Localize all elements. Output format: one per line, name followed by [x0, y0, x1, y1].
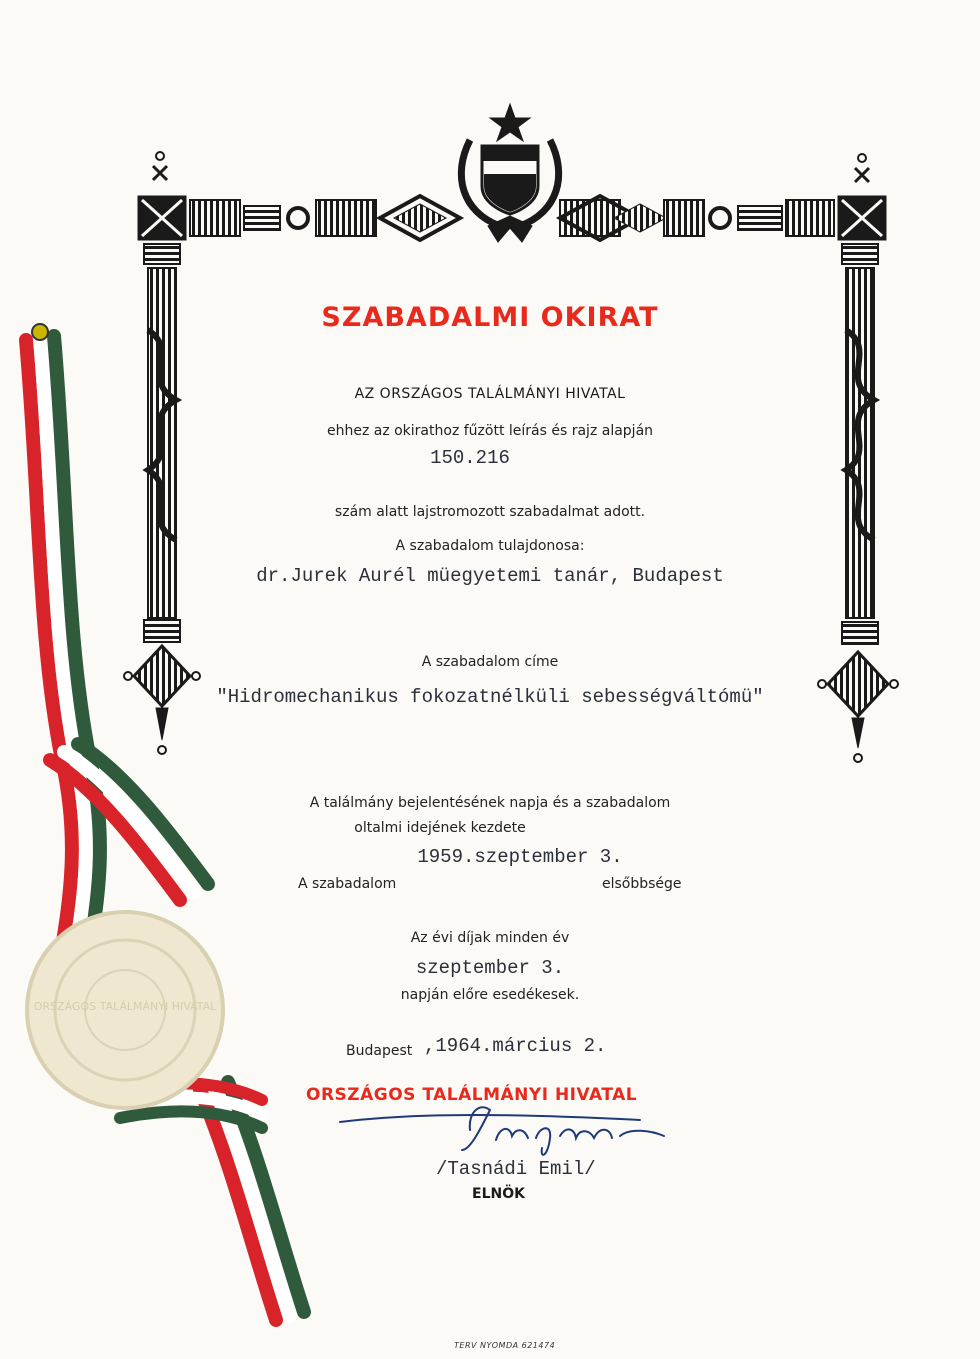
- printer-imprint: TERV NYOMDA 621474: [454, 1341, 556, 1350]
- priority-right: elsőbbsége: [602, 876, 682, 892]
- signatory-role: ELNÖK: [472, 1186, 525, 1202]
- signatory-name: /Tasnádi Emil/: [436, 1158, 596, 1180]
- svg-text:ORSZÁGOS TALÁLMÁNYI HIVATAL: ORSZÁGOS TALÁLMÁNYI HIVATAL: [33, 1000, 217, 1013]
- basis-line: ehhez az okirathoz fűzött leírás és rajz alapján: [326, 423, 654, 439]
- patent-title-label: A szabadalom címe: [421, 654, 559, 670]
- issue-date: ,1964.március 2.: [424, 1035, 607, 1057]
- filing-line-1: A találmány bejelentésének napja és a szabadalom: [309, 795, 671, 811]
- fees-date: szeptember 3.: [415, 957, 565, 979]
- issue-place: Budapest: [346, 1043, 413, 1059]
- filing-line-2: oltalmi idejének kezdete: [354, 820, 526, 836]
- patent-title: "Hidromechanikus fokozatnélküli sebességváltómü": [216, 686, 764, 708]
- owner-name: dr.Jurek Aurél müegyetemi tanár, Budapest: [256, 565, 724, 587]
- registered-line: szám alatt lajstromozott szabadalmat adott.: [334, 504, 646, 520]
- issuer-line: AZ ORSZÁGOS TALÁLMÁNYI HIVATAL: [354, 386, 626, 402]
- patent-number: 150.216: [430, 447, 510, 469]
- priority-left: A szabadalom: [298, 876, 397, 892]
- fees-label: Az évi díjak minden év: [410, 930, 570, 946]
- fees-due: napján előre esedékesek.: [400, 987, 580, 1003]
- office-name: ORSZÁGOS TALÁLMÁNYI HIVATAL: [306, 1085, 638, 1105]
- document-title: SZABADALMI OKIRAT: [321, 302, 659, 333]
- filing-date: 1959.szeptember 3.: [417, 846, 623, 868]
- owner-label: A szabadalom tulajdonosa:: [395, 538, 585, 554]
